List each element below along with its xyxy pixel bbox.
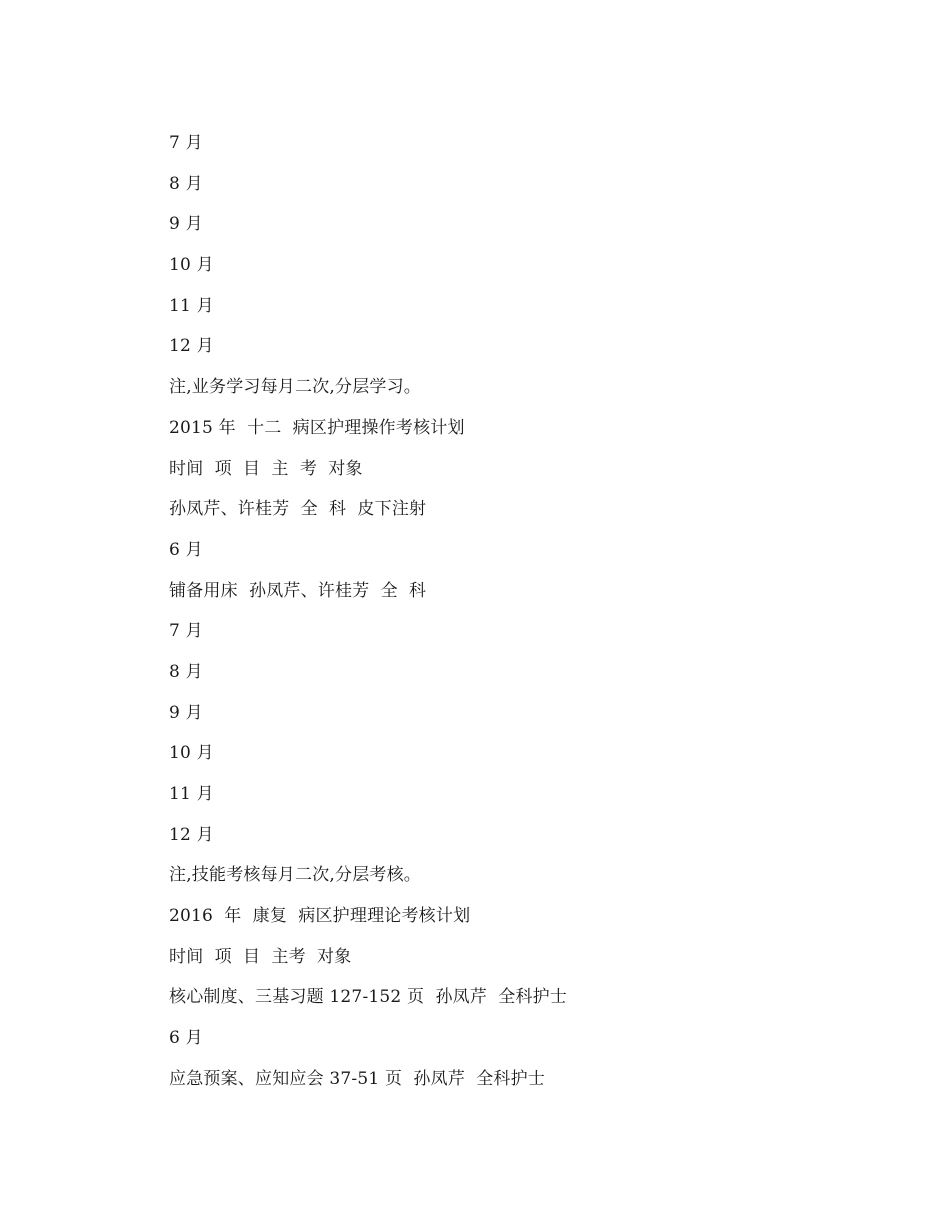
- table-row: 孙凤芹、许桂芳 全 科 皮下注射: [169, 499, 427, 520]
- month-line: 8 月: [169, 173, 203, 194]
- month-line: 11 月: [169, 295, 214, 316]
- table-row: 核心制度、三基习题 127-152 页 孙凤芹 全科护士: [169, 987, 568, 1008]
- month-line: 7 月: [169, 621, 203, 642]
- month-line: 8 月: [169, 661, 203, 682]
- table-row: 应急预案、应知应会 37-51 页 孙凤芹 全科护士: [169, 1068, 546, 1089]
- document-body: [169, 130, 869, 1107]
- month-line: 11 月: [169, 784, 214, 804]
- month-line: 9 月: [169, 702, 203, 723]
- table-row: 铺备用床 孙凤芹、许桂芳 全 科: [169, 580, 427, 601]
- month-line: 9 月: [169, 214, 203, 235]
- month-line: 7 月: [169, 133, 203, 153]
- month-line: 6 月: [169, 1028, 203, 1049]
- month-line: 10 月: [169, 743, 214, 764]
- month-line: 6 月: [169, 539, 203, 560]
- month-line: 10 月: [169, 255, 214, 276]
- section-title-theory-plan: 2016 年 康复 病区护理理论考核计划: [169, 906, 471, 927]
- month-line: 12 月: [169, 336, 214, 357]
- section-title-operation-plan: 2015 年 十二 病区护理操作考核计划: [169, 417, 465, 438]
- table-header: 时间 项 目 主考 对象: [169, 946, 352, 967]
- study-note: 注,业务学习每月二次,分层学习。: [169, 377, 422, 398]
- skills-note: 注,技能考核每月二次,分层考核。: [169, 865, 422, 886]
- month-line: 12 月: [169, 824, 214, 845]
- table-header: 时间 项 目 主 考 对象: [169, 458, 363, 479]
